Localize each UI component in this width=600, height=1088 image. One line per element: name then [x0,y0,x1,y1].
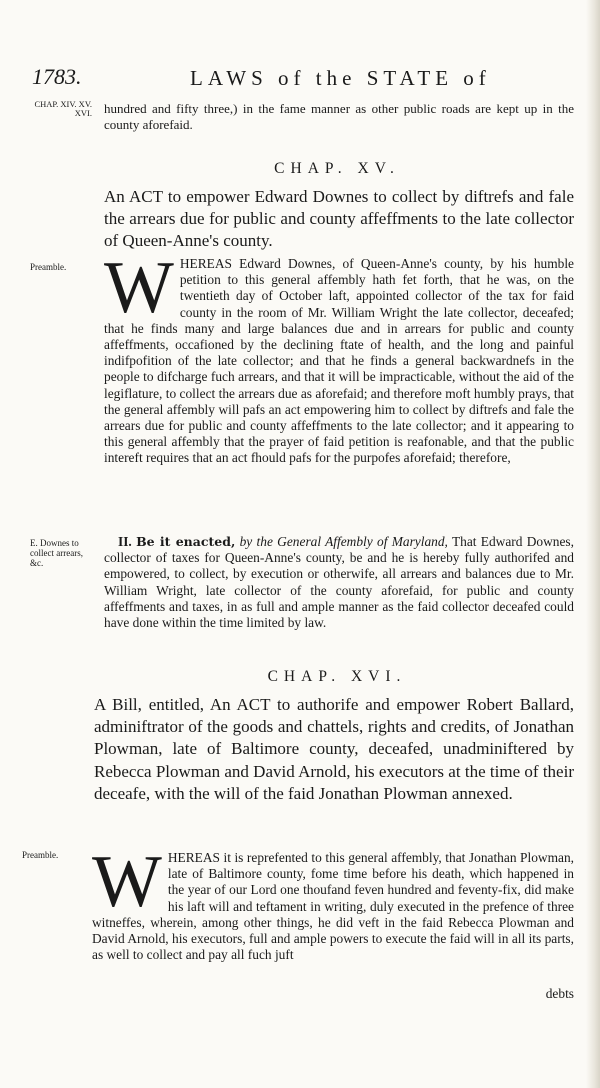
continuation-text: hundred and fifty three,) in the fame manner as other public roads are kept up in the county aforefaid. [104,101,574,132]
chap-15-section-2 [104,534,574,631]
chap-16-dropcap: W [92,841,162,923]
enacting-words: Be it enacted, [136,534,236,549]
running-header [30,60,570,94]
chap-15-preamble-text: HEREAS Edward Downes, of Queen-Anne's county, by his humble petition to this general affembly hath fet forth, that he was, on the twentieth day of October laft, appointed collector of the tax for faid county in the room of Mr. William Wright the late collector, deceafed; that he finds many and large balances due and in arrears for public and county affeffments, occafioned by the declining ftate of health, and the long and painful indifpofition of the late collector; and that he finds a general backwardnefs in the people to difcharge fuch arrears, and that it will be impracticable, without the aid of the legiflature, to collect the arrears due as aforefaid; and therefore moft humbly prays, that the general affembly will pafs an act empowering him to collect by diftrefs and fale the arrears due for public and county affeffments to the late collector; and it appearing to this general affembly that the prayer of faid petition is reafonable, and that the public intereft requires that an act fhould pafs for the purpofes aforefaid; therefore, [104,256,574,466]
chap-15-preamble [104,247,574,467]
catchword: debts [545,986,574,1001]
chap-16-heading: CHAP. XVI. [267,668,407,685]
section-number: II. [118,534,132,549]
enacting-authority: by the General Affembly of Maryland, [239,534,448,549]
chap-15-preamble-label: Preamble. [30,262,67,272]
chap-15-title: An ACT to empower Edward Downes to collect by diftrefs and fale the arrears due for public and county affeffments to the late collector of Queen-Anne's county. [104,187,574,250]
chap-16-preamble-text: HEREAS it is reprefented to this general affembly, that Jonathan Plowman, late of Baltimore county, fome time before his death, which happened in the year of our Lord one thoufand feven hundred and feventy-fix, did make his laft will and teftament in writing, duly executed in the prefence of three witneffes, wherein, among other things, he did veft in the faid Rebecca Plowman and David Arnold, his executors, full and ample powers to execute the faid will in all its parts, as well to collect and pay all fuch juft [92,850,574,963]
chap-15-dropcap: W [104,247,174,329]
chap-16-preamble-label: Preamble. [22,850,59,860]
top-margin-note: CHAP. XIV. XV. XVI. [34,99,92,118]
chap-15-section-2-label: E. Downes to collect arrears, &c. [30,538,83,568]
chap-15-heading: CHAP. XV. [274,160,400,177]
chap-15-section-2-text: That Edward Downes, collector of taxes for Queen-Anne's county, be and he is hereby fully authorifed and empowered, to collect, by execution or otherwife, all arrears and balances due to Mr. William Wright, late collector of the county aforefaid, for public and county affeffments and taxes, in as full and ample manner as the faid collector deceafed could have done within the time limited by law. [104,534,574,631]
page-year: 1783. [32,64,82,89]
chap-16-title: A Bill, entitled, An ACT to authorife and empower Robert Ballard, adminiftrator of the goods and chattels, rights and credits, of Jonathan Plowman, late of Baltimore county, deceafed, unadminiftered by Rebecca Plowman and David Arnold, his executors at the time of their deceafe, with the will of the faid Jonathan Plowman annexed. [94,695,574,803]
chap-16-preamble [92,841,574,963]
page-edge-shadow [586,0,600,1088]
running-title: LAWS of the STATE of [190,66,491,90]
